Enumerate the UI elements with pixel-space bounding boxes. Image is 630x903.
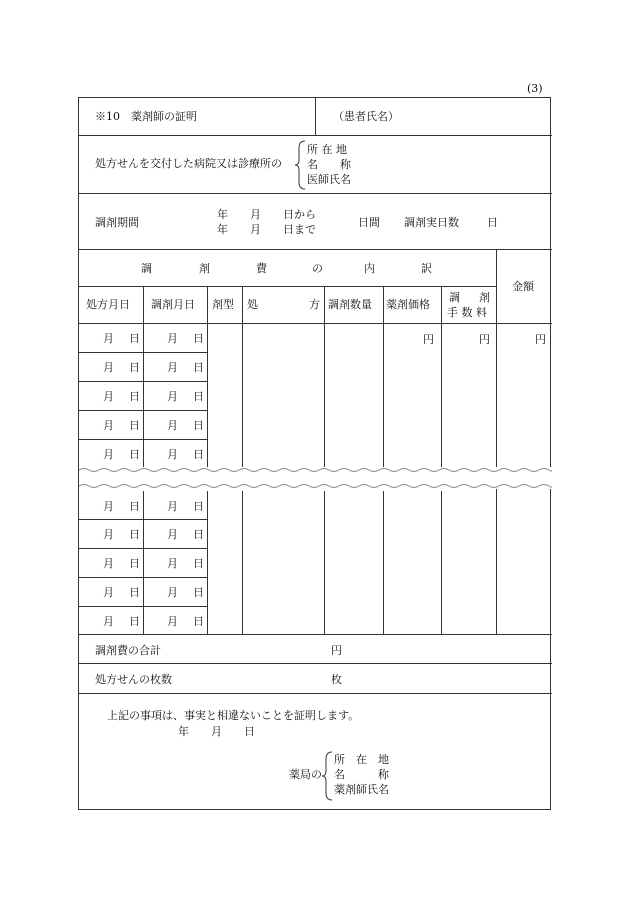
doctor-name-label: 医師氏名 xyxy=(307,173,351,186)
brace-icon xyxy=(295,140,307,190)
row-day-label: 日 xyxy=(129,586,140,599)
row-day-label: 日 xyxy=(129,361,140,374)
breakdown-title-char: 内 xyxy=(364,262,375,275)
drug-price-unit: 円 xyxy=(423,333,434,346)
date-row-rule xyxy=(79,381,207,382)
row-day-label: 日 xyxy=(193,419,204,432)
col-dosage-form: 剤型 xyxy=(212,298,234,311)
rule xyxy=(79,323,552,324)
row-day-label: 日 xyxy=(129,557,140,570)
row-month-label: 月 xyxy=(167,586,178,599)
date-row-rule xyxy=(79,519,207,520)
col-divider xyxy=(441,491,442,634)
col-prescription-b: 方 xyxy=(309,298,320,311)
col-divider xyxy=(324,491,325,634)
form-title: ※10 薬剤師の証明 xyxy=(95,110,197,123)
row-month-label: 月 xyxy=(167,390,178,403)
brace-icon xyxy=(322,751,334,801)
amount-column-divider xyxy=(496,249,497,634)
breakdown-title-char: 訳 xyxy=(421,262,432,275)
row-day-label: 日 xyxy=(129,615,140,628)
row-day-label: 日 xyxy=(193,586,204,599)
date-row-rule xyxy=(79,606,207,607)
row-month-label: 月 xyxy=(103,586,114,599)
col-divider xyxy=(383,491,384,634)
pharmacy-address-label: 所 在 地 xyxy=(334,753,389,766)
row-month-label: 月 xyxy=(167,528,178,541)
total-cost-label: 調剤費の合計 xyxy=(95,644,161,657)
total-cost-unit: 円 xyxy=(331,644,342,657)
institution-name-label: 名 称 xyxy=(307,158,351,171)
row-month-label: 月 xyxy=(167,361,178,374)
sheets-unit: 枚 xyxy=(331,673,342,686)
row-month-label: 月 xyxy=(103,361,114,374)
breakdown-title-char: 剤 xyxy=(199,262,210,275)
rule xyxy=(79,286,496,287)
actual-days-unit: 日 xyxy=(487,216,498,229)
col-divider xyxy=(207,491,208,634)
col-divider xyxy=(143,286,144,469)
row-month-label: 月 xyxy=(103,557,114,570)
col-divider xyxy=(324,286,325,469)
institution-label: 処方せんを交付した病院又は診療所の xyxy=(95,157,282,170)
actual-days-label: 調剤実日数 xyxy=(404,216,459,229)
row-day-label: 日 xyxy=(129,332,140,345)
row-day-label: 日 xyxy=(129,390,140,403)
patient-name-field[interactable]: （患者氏名） xyxy=(333,110,399,123)
fee-unit: 円 xyxy=(479,333,490,346)
row-day-label: 日 xyxy=(193,615,204,628)
rule xyxy=(79,249,552,250)
row-day-label: 日 xyxy=(193,390,204,403)
col-divider xyxy=(242,286,243,469)
row-month-label: 月 xyxy=(167,557,178,570)
breakdown-title-char: の xyxy=(312,262,323,275)
rule xyxy=(79,634,552,635)
col-divider xyxy=(383,286,384,469)
col-quantity: 調剤数量 xyxy=(328,298,372,311)
amount-header: 金額 xyxy=(512,280,534,293)
header-divider xyxy=(315,98,316,135)
row-month-label: 月 xyxy=(167,419,178,432)
pharmacy-label: 薬局の xyxy=(289,768,322,781)
col-fee-b: 剤 xyxy=(479,291,490,304)
rule xyxy=(79,193,552,194)
date-row-rule xyxy=(79,439,207,440)
rule xyxy=(79,135,552,136)
col-drug-price: 薬剤価格 xyxy=(386,298,430,311)
row-day-label: 日 xyxy=(193,332,204,345)
page-number: (3) xyxy=(527,82,543,95)
row-month-label: 月 xyxy=(103,332,114,345)
date-row-rule xyxy=(79,548,207,549)
row-month-label: 月 xyxy=(103,615,114,628)
date-row-rule xyxy=(79,352,207,353)
pharmacist-name-label: 薬剤師氏名 xyxy=(334,783,389,796)
row-month-label: 月 xyxy=(167,332,178,345)
sheets-label: 処方せんの枚数 xyxy=(95,673,172,686)
certification-statement: 上記の事項は、事実と相違ないことを証明します。 xyxy=(107,709,360,722)
row-month-label: 月 xyxy=(167,500,178,513)
institution-address-label: 所 在 地 xyxy=(307,143,347,156)
rule xyxy=(79,693,552,694)
certification-form xyxy=(78,97,551,810)
col-prescription-a: 処 xyxy=(247,298,258,311)
amount-unit: 円 xyxy=(535,333,546,346)
pharmacy-name-label: 名 称 xyxy=(334,768,389,781)
row-day-label: 日 xyxy=(129,528,140,541)
row-month-label: 月 xyxy=(103,390,114,403)
col-fee-a: 調 xyxy=(449,291,460,304)
period-from[interactable]: 年 月 日から xyxy=(217,208,316,221)
row-day-label: 日 xyxy=(129,448,140,461)
certification-date[interactable]: 年 月 日 xyxy=(178,725,255,738)
rule xyxy=(79,663,552,664)
period-days: 日間 xyxy=(358,216,380,229)
breakdown-title-char: 費 xyxy=(256,262,267,275)
date-row-rule xyxy=(79,577,207,578)
period-label: 調剤期間 xyxy=(95,216,139,229)
row-day-label: 日 xyxy=(193,500,204,513)
row-month-label: 月 xyxy=(103,528,114,541)
table-break xyxy=(79,462,552,494)
col-dispensing-date: 調剤月日 xyxy=(151,298,195,311)
row-day-label: 日 xyxy=(193,528,204,541)
col-divider xyxy=(441,286,442,469)
col-divider xyxy=(242,491,243,634)
row-day-label: 日 xyxy=(129,500,140,513)
col-divider xyxy=(143,491,144,634)
col-prescription-date: 処方月日 xyxy=(86,298,130,311)
row-month-label: 月 xyxy=(167,448,178,461)
col-divider xyxy=(207,286,208,469)
row-day-label: 日 xyxy=(193,361,204,374)
row-day-label: 日 xyxy=(129,419,140,432)
date-row-rule xyxy=(79,410,207,411)
row-month-label: 月 xyxy=(103,419,114,432)
col-fee-bottom: 手 数 料 xyxy=(447,306,487,319)
row-month-label: 月 xyxy=(167,615,178,628)
period-to[interactable]: 年 月 日まで xyxy=(217,223,316,236)
row-month-label: 月 xyxy=(103,448,114,461)
row-day-label: 日 xyxy=(193,448,204,461)
row-day-label: 日 xyxy=(193,557,204,570)
row-month-label: 月 xyxy=(103,500,114,513)
breakdown-title-char: 調 xyxy=(141,262,152,275)
